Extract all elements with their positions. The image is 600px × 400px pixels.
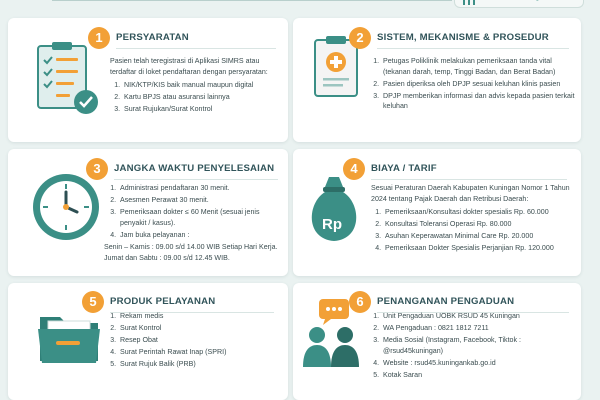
list-item: 3. Surat Rujukan/Surat Kontrol — [122, 104, 282, 115]
list-item: 3. Resep Obat — [118, 335, 284, 346]
section-body — [106, 183, 286, 263]
section-number: 1 — [88, 27, 110, 49]
section-number: 5 — [82, 291, 104, 313]
logo-text — [495, 0, 547, 1]
list-item: 2. Kartu BPJS atau asuransi lainnya — [122, 92, 282, 103]
list-item: 4. Jam buka pelayanan : — [118, 230, 286, 241]
list-item: 3. Pemeriksaan dokter ≤ 60 Menit (sesuai jenis penyakit / kasus). — [118, 207, 286, 228]
section-intro: Pasien telah teregistrasi di Aplikasi SIMRS atau terdaftar di loket pendaftaran dengan persyaratan: — [110, 57, 268, 76]
list-item: 2. Asesmen Perawat 30 menit. — [118, 195, 286, 206]
card-persyaratan — [8, 18, 288, 142]
title-underline — [116, 48, 276, 49]
list-item: 2. Surat Kontrol — [118, 323, 284, 334]
duration-list — [118, 183, 286, 240]
section-body — [371, 183, 577, 256]
clock-icon — [30, 171, 102, 243]
list-item: 1. Unit Pengaduan UOBK RSUD 45 Kuningan — [381, 311, 557, 322]
list-item: 1. Petugas Poliklinik melakukan pemeriksaan tanda vital (tekanan darah, temp, Tinggi Badan, dan Berat Badan) — [381, 56, 577, 77]
folder-icon — [36, 307, 102, 367]
list-item: 4. Surat Perintah Rawat Inap (SPRI) — [118, 347, 284, 358]
section-title: PRODUK PELAYANAN — [110, 296, 216, 307]
title-underline — [377, 48, 569, 49]
money-bag-icon — [303, 171, 365, 245]
title-underline — [371, 179, 567, 180]
list-item: 5. Surat Rujuk Balik (PRB) — [118, 359, 284, 370]
title-underline — [114, 179, 278, 180]
complaint-list — [381, 311, 557, 381]
list-item: 3. DPJP memberikan informasi dan advis kepada pasien terkait keluhan — [381, 91, 577, 112]
section-body — [106, 311, 284, 371]
list-item: 2. WA Pengaduan : 0821 1812 7211 — [381, 323, 557, 334]
logo — [454, 0, 584, 8]
card-produk-pelayanan — [8, 283, 288, 400]
section-title: PENANGANAN PENGADUAN — [377, 296, 515, 307]
schedule-line: Jumat dan Sabtu : 09.00 s/d 12.45 WIB. — [104, 253, 230, 262]
list-item: 3. Asuhan Keperawatan Minimal Care Rp. 20.000 — [383, 231, 577, 242]
list-item: 3. Media Sosial (Instagram, Facebook, Tiktok : @rsud45kuningan) — [381, 335, 557, 356]
list-item: 1. NIK/KTP/KIS baik manual maupun digital — [122, 80, 282, 91]
card-biaya-tarif — [293, 149, 581, 276]
section-title: PERSYARATAN — [116, 32, 189, 43]
section-body — [369, 311, 557, 382]
card-jangka-waktu — [8, 149, 288, 276]
clipboard-checklist-icon — [32, 40, 104, 118]
section-number: 2 — [349, 27, 371, 49]
top-divider — [52, 0, 452, 1]
logo-mark-icon — [463, 0, 477, 5]
top-bar — [0, 0, 600, 12]
section-body — [110, 56, 282, 116]
section-title: BIAYA / TARIF — [371, 163, 437, 174]
list-item: 1. Administrasi pendaftaran 30 menit. — [118, 183, 286, 194]
list-item: 1. Rekam medis — [118, 311, 284, 322]
opening-hours — [104, 242, 286, 263]
section-body — [369, 56, 577, 113]
card-sistem-prosedur — [293, 18, 581, 142]
list-item: 2. Konsultasi Toleransi Operasi Rp. 80.000 — [383, 219, 577, 230]
section-intro: Sesuai Peraturan Daerah Kabupaten Kuningan Nomor 1 Tahun 2024 tentang Pajak Daerah dan Retribusi Daerah: — [371, 184, 570, 203]
card-penanganan-pengaduan — [293, 283, 581, 400]
list-item: 5. Kotak Saran — [381, 370, 557, 381]
procedure-list — [381, 56, 577, 112]
section-title: JANGKA WAKTU PENYELESAIAN — [114, 163, 275, 174]
requirement-list — [122, 80, 282, 115]
section-number: 6 — [349, 291, 371, 313]
list-item: 4. Website : rsud45.kuningankab.go.id — [381, 358, 557, 369]
section-number: 4 — [343, 158, 365, 180]
section-number: 3 — [86, 158, 108, 180]
rupiah-symbol: Rp — [322, 216, 342, 233]
list-item: 4. Pemeriksaan Dokter Spesialis Perjanjian Rp. 120.000 — [383, 243, 577, 254]
tariff-list — [383, 207, 577, 254]
schedule-line: Senin – Kamis : 09.00 s/d 14.00 WIB Setiap Hari Kerja. — [104, 242, 278, 251]
list-item: 1. Pemeriksaan/Konsultasi dokter spesialis Rp. 60.000 — [383, 207, 577, 218]
section-title: SISTEM, MEKANISME & PROSEDUR — [377, 32, 549, 43]
list-item: 2. Pasien diperiksa oleh DPJP sesuai keluhan klinis pasien — [381, 79, 577, 90]
product-list — [118, 311, 284, 370]
